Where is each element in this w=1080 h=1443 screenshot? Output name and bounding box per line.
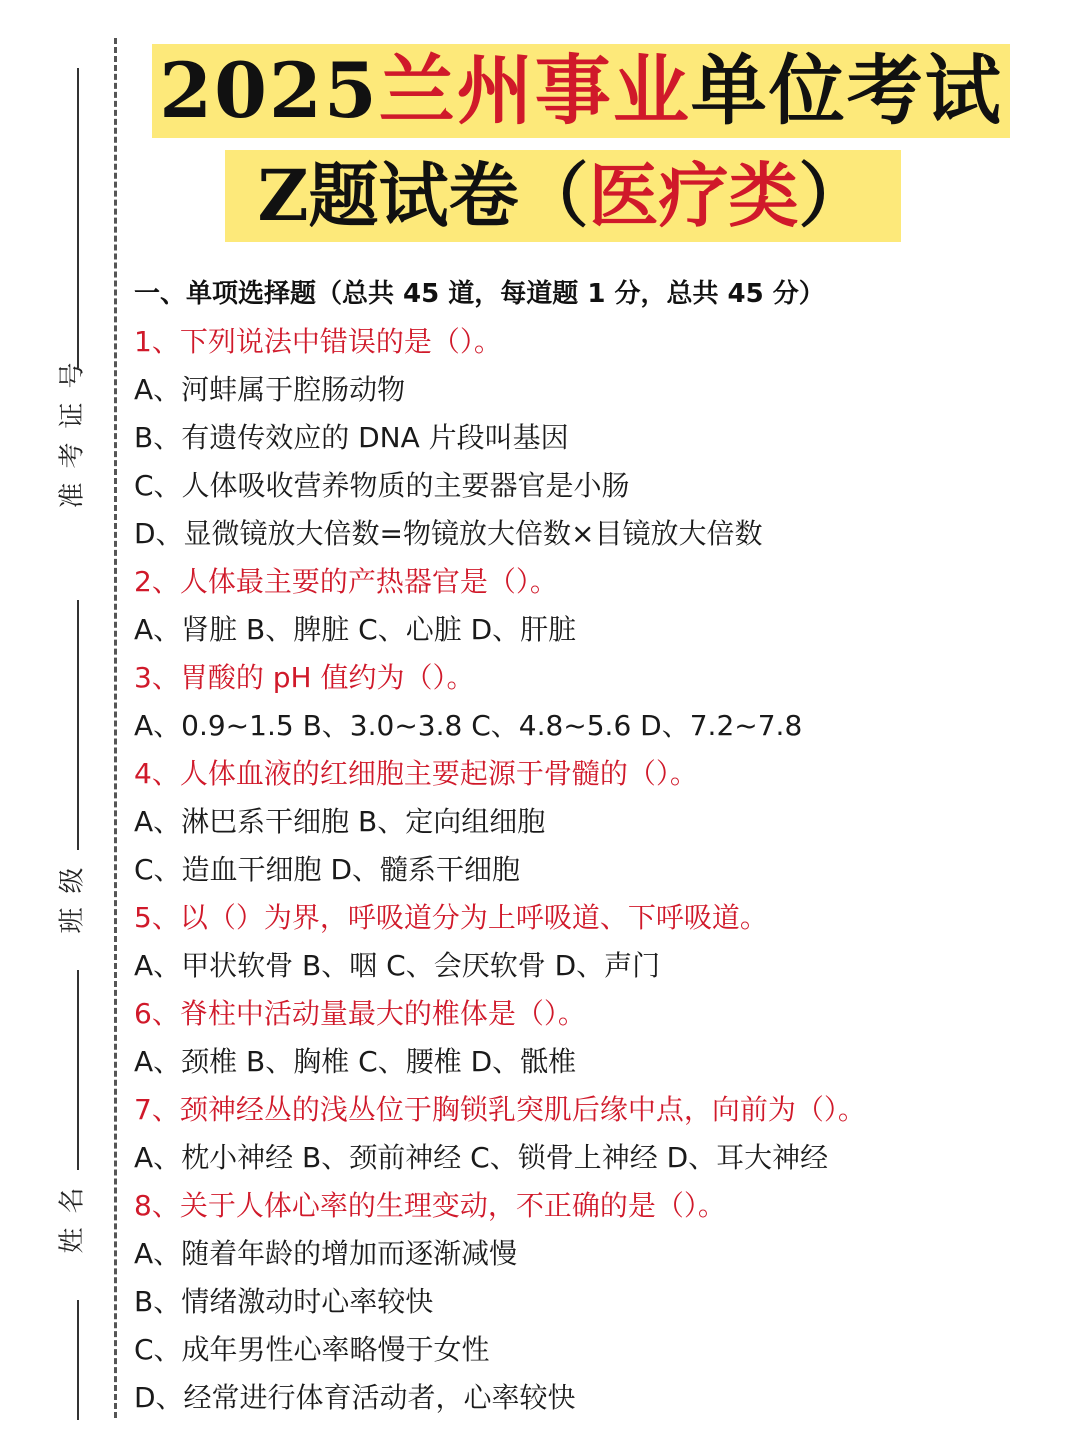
question-stem: 5、以（）为界，呼吸道分为上呼吸道、下呼吸道。 (134, 901, 768, 934)
answer-options: A、0.9~1.5 B、3.0~3.8 C、4.8~5.6 D、7.2~7.8 (134, 709, 803, 742)
question-stem: 1、下列说法中错误的是（）。 (134, 325, 502, 358)
gutter-rule-low (77, 970, 79, 1170)
question-stem: 6、脊柱中活动量最大的椎体是（）。 (134, 997, 586, 1030)
gutter-rule-mid (77, 600, 79, 850)
exam-id-label: 准考证号 (57, 348, 88, 509)
question-stem: 2、人体最主要的产热器官是（）。 (134, 565, 558, 598)
section-heading: 一、单项选择题（总共 45 道，每道题 1 分，总共 45 分） (134, 279, 825, 309)
title-org: 兰州事业 (378, 46, 691, 135)
question-stem: 4、人体血液的红细胞主要起源于骨髓的（）。 (134, 757, 698, 790)
answer-options: A、随着年龄的增加而逐渐减慢 (134, 1237, 518, 1270)
title-line-1 (152, 44, 1010, 138)
answer-options: C、造血干细胞 D、髓系干细胞 (134, 853, 521, 886)
answer-options: A、甲状软骨 B、咽 C、会厌软骨 D、声门 (134, 949, 661, 982)
binding-gutter (0, 0, 118, 1443)
title-line-2 (225, 150, 901, 242)
answer-options: C、成年男性心率略慢于女性 (134, 1333, 490, 1366)
gutter-rule-top (77, 68, 79, 368)
title-exam: 单位考试 (690, 46, 1003, 135)
question-stem: 3、胃酸的 pH 值约为（）。 (134, 661, 475, 694)
question-list (134, 318, 1064, 1422)
answer-options: D、经常进行体育活动者，心率较快 (134, 1381, 576, 1414)
dashed-cut-line (114, 38, 117, 1418)
question-content (134, 270, 1064, 1422)
title-year: 2025 (159, 46, 379, 135)
answer-options: A、枕小神经 B、颈前神经 C、锁骨上神经 D、耳大神经 (134, 1141, 829, 1174)
question-stem: 8、关于人体心率的生理变动，不正确的是（）。 (134, 1189, 726, 1222)
answer-options: B、有遗传效应的 DNA 片段叫基因 (134, 421, 569, 454)
gutter-rule-bottom (77, 1300, 79, 1420)
title-suffix: ） (798, 154, 869, 237)
answer-options: D、显微镜放大倍数=物镜放大倍数×目镜放大倍数 (134, 517, 763, 550)
question-stem: 7、颈神经丛的浅丛位于胸锁乳突肌后缘中点，向前为（）。 (134, 1093, 866, 1126)
answer-options: C、人体吸收营养物质的主要器官是小肠 (134, 469, 630, 502)
answer-options: B、情绪激动时心率较快 (134, 1285, 434, 1318)
name-label: 姓名 (57, 1173, 88, 1254)
answer-options: A、河蚌属于腔肠动物 (134, 373, 406, 406)
title-category: 医疗类 (588, 154, 799, 237)
answer-options: A、肾脏 B、脾脏 C、心脏 D、肝脏 (134, 613, 577, 646)
answer-options: A、颈椎 B、胸椎 C、腰椎 D、骶椎 (134, 1045, 577, 1078)
class-label: 班级 (57, 853, 88, 934)
answer-options: A、淋巴系干细胞 B、定向组细胞 (134, 805, 546, 838)
title-prefix: Z题试卷（ (257, 154, 589, 237)
